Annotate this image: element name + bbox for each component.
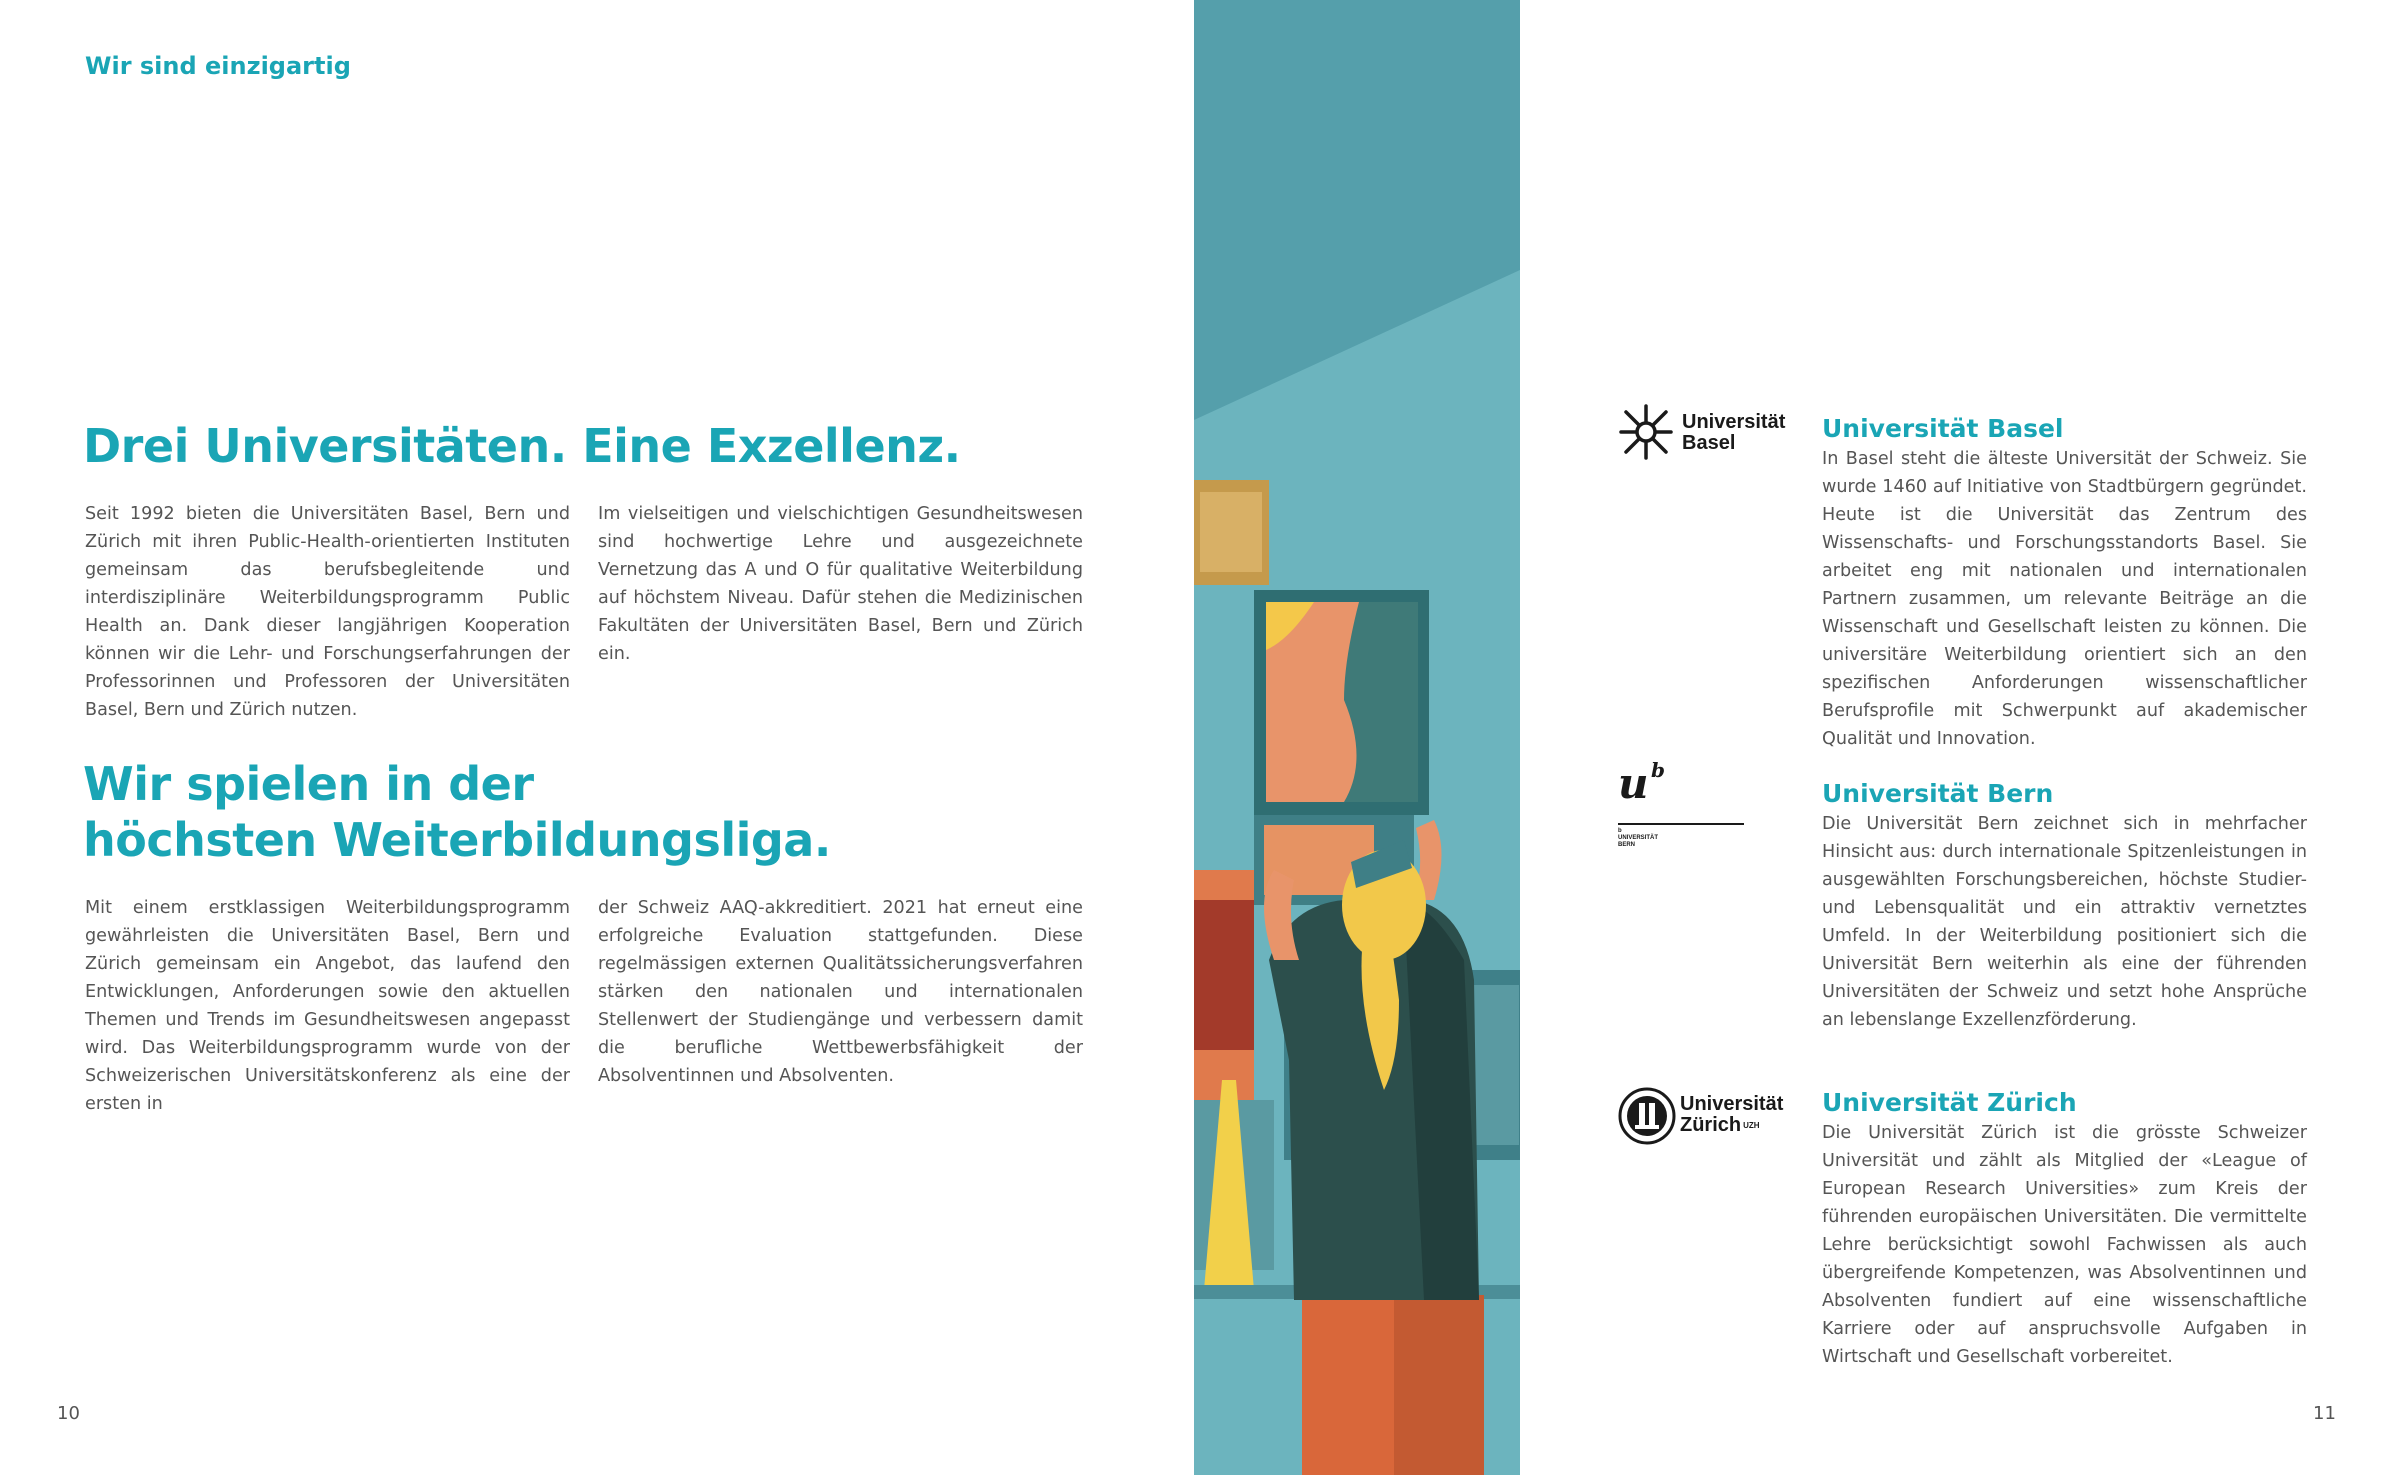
bern-logo-small-text (1618, 828, 1658, 849)
heading-line-1: Wir spielen in der (83, 757, 534, 811)
basel-logo-line2: Basel (1682, 432, 1736, 454)
zuerich-logo-line1: Universität (1680, 1093, 1784, 1115)
text-universitaet-basel: In Basel steht die älteste Universität der Schweiz. Sie wurde 1460 auf Initiative von Stadtbürgern gegründet. Heute ist die Universität das Zentrum des Wissenschafts- und Forschungsstandorts Basel. Sie arbeitet eng mit nationalen und internationalen Partnern zusammen, um relevante Beiträge an die Wissenschaft und Gesellschaft leisten zu können. Die universitäre Weiterbildung orientiert sich an den spezifischen Anforderungen wissenschaftlicher Berufsprofile mit Schwerpunkt auf akademischer Qualität und Innovation. (1822, 449, 2307, 749)
bern-logo-rule (1618, 823, 1744, 825)
title-universitaet-bern: Universität Bern (1822, 779, 2054, 808)
bern-logo-line1: b (1618, 828, 1622, 834)
league-paragraph-col2: der Schweiz AAQ-akkreditiert. 2021 hat erneut eine erfolgreiche Evaluation stattgefunden. Diese regelmässigen externen Qualitätssicherungsverfahren stärken den nationalen und internationalen Stellenwert der Studiengänge und verbessern damit die berufliche Wettbewerbsfähigkeit der Absolventinnen und Absolventen. (598, 898, 1083, 1086)
page-number-right: 11 (2313, 1403, 2336, 1424)
bern-logo-mark: u (1618, 759, 1649, 808)
bern-logo-line3: BERN (1618, 842, 1636, 848)
basel-crest-icon (1618, 403, 1674, 461)
title-universitaet-zuerich: Universität Zürich (1822, 1088, 2077, 1117)
logo-universitaet-basel (1618, 403, 1798, 463)
heading-line-2: höchsten Weiterbildungsliga. (83, 813, 831, 867)
zuerich-seal-icon (1618, 1087, 1676, 1145)
section-label: Wir sind einzigartig (85, 52, 351, 80)
intro-paragraph-col1: Seit 1992 bieten die Universitäten Basel, Bern und Zürich mit ihren Public-Health-orientierten Instituten gemeinsam das berufsbegleitende und interdisziplinäre Weiterbildungsprogramm Public Health an. Dank dieser langjährigen Kooperation können wir die Lehr- und Forschungserfahrungen der Professorinnen und Professoren der Universitäten Basel, Bern und Zürich nutzen. (85, 504, 570, 720)
logo-universitaet-zuerich (1618, 1087, 1798, 1147)
text-universitaet-zuerich: Die Universität Zürich ist die grösste Schweizer Universität und zählt als Mitglied der «League of European Research Universities» zum Kreis der führenden europäischen Universitäten. Die vermittelte Lehre berücksichtigt sowohl Fachwissen als auch übergreifende Kompetenzen, was Absolventinnen und Absolventen fundiert auf eine wissenschaftliche Karriere oder auf anspruchsvolle Aufgaben in Wirtschaft und Gesellschaft vorbereitet. (1822, 1123, 2307, 1367)
zuerich-logo-sup: UZH (1743, 1121, 1760, 1130)
logo-universitaet-bern (1618, 760, 1748, 860)
intro-paragraph-col2: Im vielseitigen und vielschichtigen Gesundheitswesen sind hochwertige Lehre und ausgezeichnete Vernetzung das A und O für qualitative Weiterbildung auf höchstem Niveau. Dafür stehen die Medizinischen Fakultäten der Universitäten Basel, Bern und Zürich ein. (598, 504, 1083, 664)
basel-logo-line1: Universität (1682, 411, 1786, 433)
illustration-svg (1194, 0, 1520, 1475)
heading-three-universities: Drei Universitäten. Eine Exzellenz. (83, 419, 961, 473)
text-universitaet-bern: Die Universität Bern zeichnet sich in mehrfacher Hinsicht aus: durch internationale Spitzenleistungen in ausgewählten Forschungsbereichen, höchste Studier- und Lebensqualität und ein attraktiv vernetztes Umfeld. In der Weiterbildung positioniert sich die Universität Bern weiterhin als eine der führenden Universitäten der Schweiz und setzt hohe Ansprüche an lebenslange Exzellenzförderung. (1822, 814, 2307, 1030)
bern-logo-sup: b (1651, 758, 1665, 782)
league-paragraph-col1: Mit einem erstklassigen Weiterbildungsprogramm gewährleisten die Universitäten Basel, Bern und Zürich gemeinsam ein Angebot, das laufend den Entwicklungen, Anforderungen sowie den aktuellen Themen und Trends im Gesundheitswesen angepasst wird. Das Weiterbildungsprogramm wurde von der Schweizerischen Universitätskonferenz als eine der ersten in (85, 898, 570, 1114)
page-number-left: 10 (57, 1403, 80, 1424)
illustration-woman-hanging-pictures (1194, 0, 1520, 1475)
zuerich-logo-line2: Zürich (1680, 1114, 1742, 1136)
heading-highest-league (83, 756, 831, 868)
bern-logo-line2: UNIVERSITÄT (1618, 835, 1659, 841)
title-universitaet-basel: Universität Basel (1822, 414, 2064, 443)
